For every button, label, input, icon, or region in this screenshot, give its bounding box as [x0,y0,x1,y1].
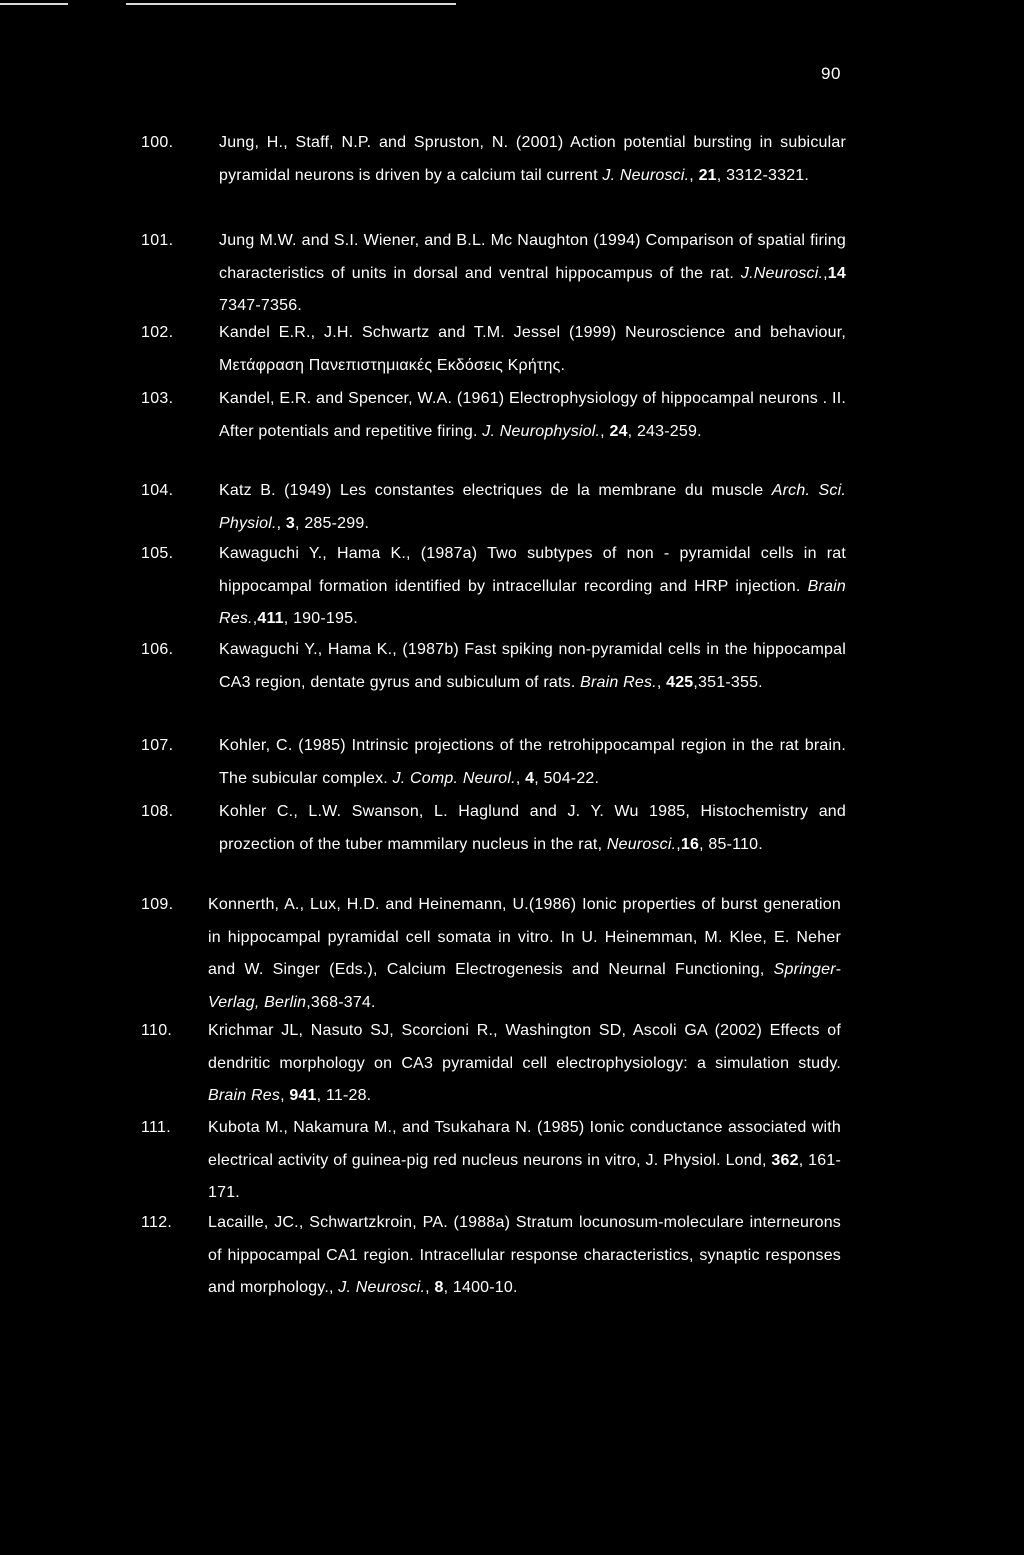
reference-number: 101. [141,232,174,249]
reference-number: 105. [141,545,174,562]
journal-title: J. Neurosci. [602,166,690,184]
reference-text [208,1207,841,1305]
journal-title: Brain Res [208,1087,281,1105]
volume-number: 8 [434,1279,444,1297]
reference-segment: , [425,1279,435,1297]
reference-segment: , 11-28. [316,1087,372,1105]
reference-text [219,730,846,795]
volume-number: 4 [525,769,535,787]
journal-title: J.Neurosci. [740,264,824,282]
reference-segment: Kawaguchi Y., Hama K., (1987b) Fast spiking non-pyramidal cells in the hippocampal CA3 region, dentate gyrus and subiculum of rats. [219,641,846,691]
reference-segment: , 190-195. [283,610,358,628]
journal-title: Neurosci. [606,835,677,853]
reference-number: 112. [141,1214,173,1231]
reference-segment: Konnerth, A., Lux, H.D. and Heinemann, U.(1986) Ionic properties of burst generation in hippocampal pyramidal cell somata in vitro. In U. Heinemman, M. Klee, E. Neher and W. Singer (Eds.), Calcium Electrogenesis and Neurnal Functioning, [208,896,841,979]
reference-text [219,127,846,192]
reference-number: 110. [141,1022,173,1039]
volume-number: 21 [698,166,717,184]
reference-segment: , 161-171. [208,1151,841,1202]
reference-text [208,889,841,1019]
reference-segment: , 243-259. [627,422,702,440]
reference-text [219,634,846,699]
reference-segment: , [515,769,526,787]
reference-segment: Kubota M., Nakamura M., and Tsukahara N. (1985) Ionic conductance associated with electrical activity of guinea-pig red nucleus neurons in vitro, J. Physiol. Lond, [208,1119,841,1169]
reference-segment: , [656,673,667,691]
reference-segment: 7347-7356. [219,297,302,315]
journal-title: Brain Res. [219,577,846,628]
reference-segment: Jung, H., Staff, N.P. and Spruston, N. (2001) Action potential bursting in subicular pyramidal neurons is driven by a calcium tail current [219,134,846,184]
reference-text [219,796,846,861]
reference-segment: , [280,1087,290,1105]
top-rule-right [126,3,456,5]
volume-number: 425 [666,673,694,691]
reference-segment: , [676,835,681,853]
reference-text [208,1112,841,1210]
reference-segment: , 1400-10. [443,1279,518,1297]
reference-segment: , 285-299. [295,514,370,532]
reference-segment: Krichmar JL, Nasuto SJ, Scorcioni R., Washington SD, Ascoli GA (2002) Effects of dendritic morphology on CA3 pyramidal cell electrophysiology: a simulation study. [208,1022,841,1072]
volume-number: 14 [827,264,846,282]
reference-segment: , 504-22. [534,769,600,787]
reference-segment: Kohler, C. (1985) Intrinsic projections of the retrohippocampal region in the rat brain. The subicular complex. [219,737,846,787]
volume-number: 3 [285,514,296,532]
volume-number: 16 [680,835,700,853]
volume-number: 362 [771,1151,799,1169]
reference-number: 106. [141,641,174,658]
reference-segment: Lacaille, JC., Schwartzkroin, PA. (1988a) Stratum locunosum-moleculare interneurons of hippocampal CA1 region. Intracellular response characteristics, synaptic responses and morphology., [208,1214,841,1297]
reference-text [219,225,846,323]
reference-segment: , [276,514,286,532]
reference-text [208,1015,841,1113]
reference-number: 109. [141,896,174,913]
reference-segment: Kandel, E.R. and Spencer, W.A. (1961) Electrophysiology of hippocampal neurons . II. After potentials and repetitive firing. [219,390,846,440]
reference-text [219,475,846,540]
reference-text [219,383,846,448]
reference-segment: Kandel E.R., J.H. Schwartz and T.M. Jessel (1999) Neuroscience and behaviour, Μετάφραση Πανεπιστημιακές Εκδόσεις Κρήτης. [219,324,846,374]
reference-text [219,538,846,636]
reference-segment: Kohler C., L.W. Swanson, L. Haglund and J. Y. Wu 1985, Histochemistry and prozection of the tuber mammilary nucleus in the rat, [219,803,846,853]
journal-title: J. Neurosci. [338,1279,426,1297]
reference-segment: , [600,422,610,440]
reference-segment: ,368-374. [306,993,376,1011]
reference-number: 111. [141,1119,171,1136]
journal-title: Brain Res. [580,673,657,691]
reference-segment: , 85-110. [699,835,763,853]
journal-title: Arch. Sci. Physiol. [219,482,846,532]
reference-number: 104. [141,482,174,499]
reference-text [219,317,846,382]
reference-segment: , [689,166,699,184]
journal-title: Springer-Verlag, Berlin [208,961,841,1011]
page-number: 90 [821,64,841,83]
reference-segment: ,351-355. [693,673,763,691]
reference-number: 102. [141,324,174,341]
reference-number: 103. [141,390,174,407]
reference-segment: , 3312-3321. [716,166,810,184]
reference-segment: Kawaguchi Y., Hama K., (1987a) Two subtypes of non - pyramidal cells in rat hippocampal formation identified by intracellular recording and HRP injection. [219,545,846,595]
reference-segment: Katz B. (1949) Les constantes electriques de la membrane du muscle [219,482,772,499]
top-rule-left [0,3,68,5]
journal-title: J. Neurophysiol. [482,422,601,440]
journal-title: J. Comp. Neurol. [392,769,516,787]
volume-number: 941 [289,1087,317,1105]
reference-number: 100. [141,134,174,151]
reference-segment: Jung M.W. and S.I. Wiener, and B.L. Mc Naughton (1994) Comparison of spatial firing characteristics of units in dorsal and ventral hippocampus of the rat. [219,232,846,282]
volume-number: 411 [257,610,284,628]
reference-segment: , [252,610,258,628]
reference-number: 108. [141,803,174,820]
reference-number: 107. [141,737,174,754]
reference-segment: , [823,264,828,282]
volume-number: 24 [609,422,628,440]
